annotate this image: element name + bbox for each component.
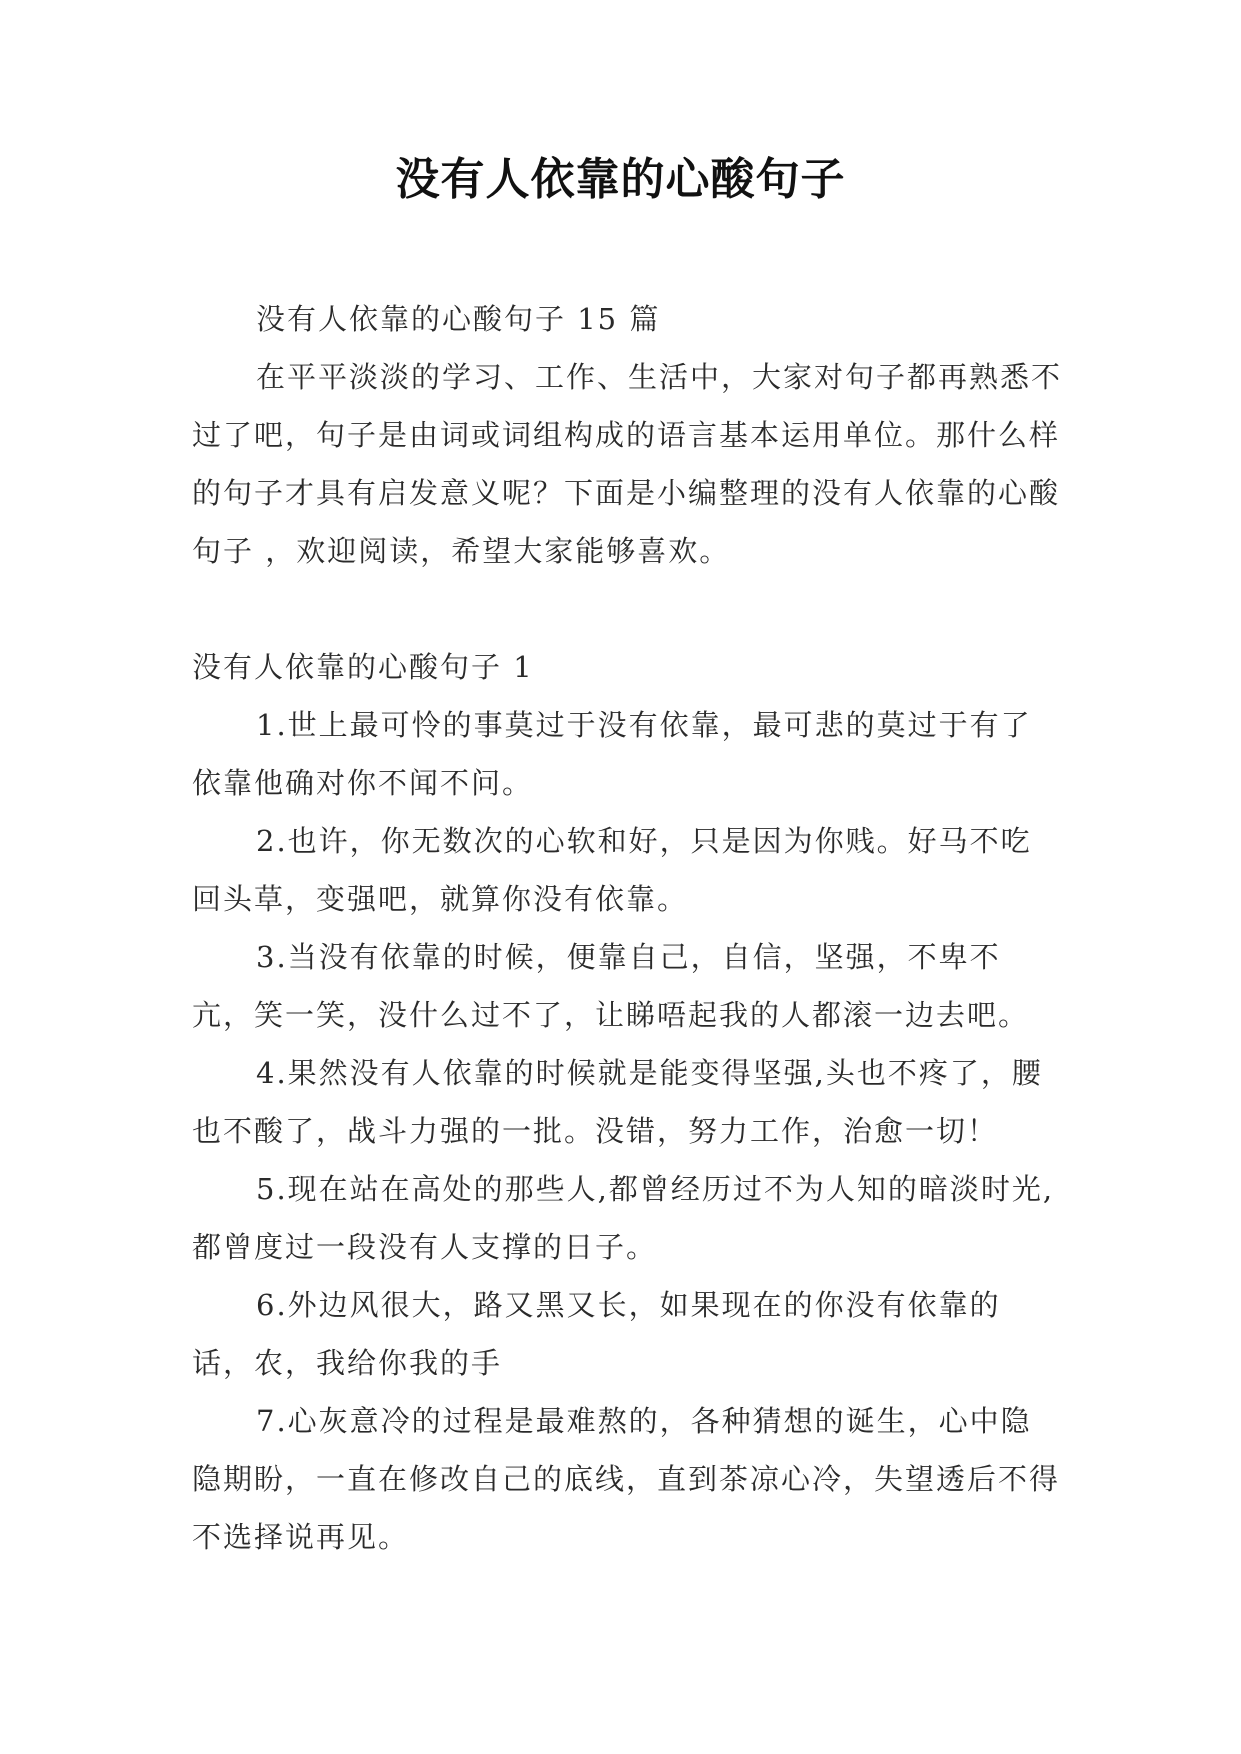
list-item: 6.外边风很大，路又黑又长，如果现在的你没有依靠的话，农，我给你我的手 (192, 1288, 1001, 1380)
paragraph-gap (192, 580, 1062, 638)
intro-paragraph: 在平平淡淡的学习、工作、生活中，大家对句子都再熟悉不过了吧，句子是由词或词组构成的语言基本运用单位。那什么样的句子才具有启发意义呢？下面是小编整理的没有人依靠的心酸句子 ，欢迎阅读，希望大家能够喜欢。 (192, 360, 1063, 568)
document-title: 没有人依靠的心酸句子 (395, 154, 846, 205)
subtitle: 没有人依靠的心酸句子 15 篇 (256, 302, 661, 336)
list-item: 1.世上最可怜的事莫过于没有依靠，最可悲的莫过于有了依靠他确对你不闻不问。 (192, 708, 1032, 800)
list-item: 3.当没有依靠的时候，便靠自己，自信，坚强，不卑不亢，笑一笑，没什么过不了，让睇唔起我的人都滚一边去吧。 (192, 940, 1030, 1032)
list-item: 5.现在站在高处的那些人,都曾经历过不为人知的暗淡时光,都曾度过一段没有人支撑的日子。 (192, 1172, 1055, 1264)
list-item: 4.果然没有人依靠的时候就是能变得坚强,头也不疼了，腰也不酸了，战斗力强的一批。没错，努力工作，治愈一切！ (192, 1056, 1043, 1148)
list-item: 2.也许，你无数次的心软和好，只是因为你贱。好马不吃回头草，变强吧，就算你没有依靠。 (192, 824, 1032, 916)
section-heading: 没有人依靠的心酸句子 1 (192, 650, 534, 684)
document-body (192, 290, 1062, 1566)
list-item: 7.心灰意冷的过程是最难熬的，各种猜想的诞生，心中隐隐期盼，一直在修改自己的底线，直到茶凉心冷，失望透后不得不选择说再见。 (192, 1404, 1061, 1554)
